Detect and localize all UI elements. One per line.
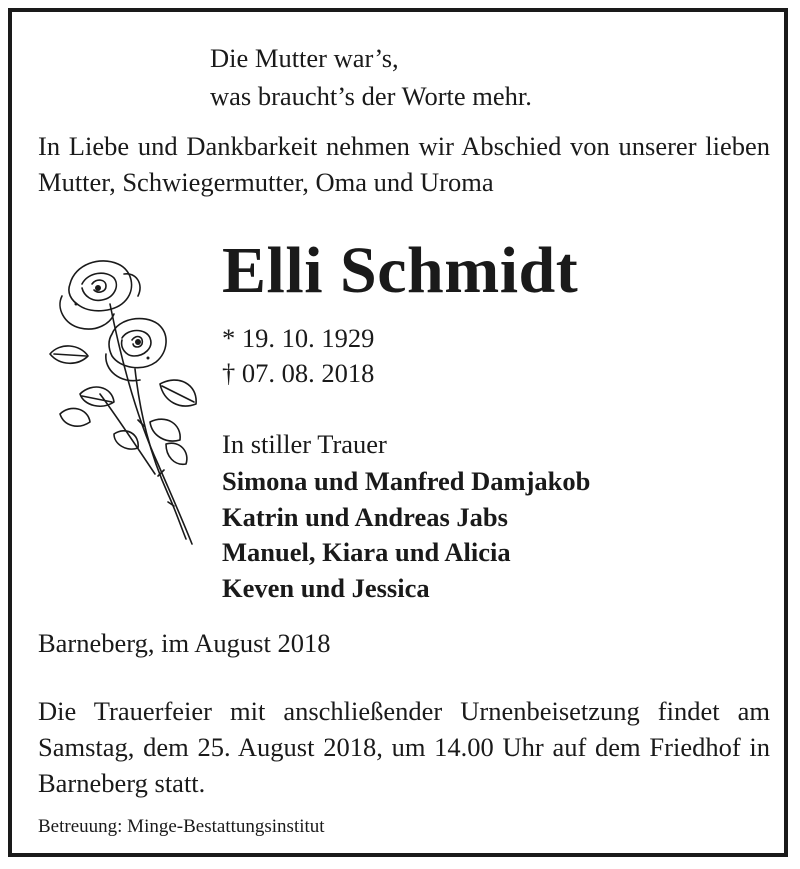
motto-line-1: Die Mutter war’s, (210, 43, 399, 73)
mourning-heading: In stiller Trauer (222, 429, 387, 459)
roses-icon (40, 244, 215, 554)
mourner-line: Manuel, Kiara und Alicia (222, 537, 511, 567)
intro-text: In Liebe und Dankbarkeit nehmen wir Abschied von unserer lieben Mutter, Schwiegermutter, Oma und Uroma (38, 131, 770, 197)
funeral-home-credit: Betreuung: Minge-Bestattungsinstitut (38, 816, 325, 837)
motto-line-2: was braucht’s der Worte mehr. (210, 81, 532, 111)
mourners-list (222, 464, 590, 606)
life-dates (222, 321, 374, 391)
place-date: Barneberg, im August 2018 (38, 628, 331, 658)
birth-date: * 19. 10. 1929 (222, 323, 375, 353)
deceased-name: Elli Schmidt (222, 234, 579, 307)
death-date: † 07. 08. 2018 (222, 358, 375, 388)
motto (210, 39, 532, 115)
obituary-frame (8, 8, 788, 857)
mourner-line: Keven und Jessica (222, 572, 430, 603)
funeral-info: Die Trauerfeier mit anschließender Urnenbeisetzung findet am Samstag, dem 25. August 2018, um 14.00 Uhr auf dem Friedhof in Barneberg statt. (38, 696, 770, 798)
mourner-line: Simona und Manfred Damjakob (222, 466, 591, 496)
mourner-line: Katrin und Andreas Jabs (222, 501, 508, 532)
